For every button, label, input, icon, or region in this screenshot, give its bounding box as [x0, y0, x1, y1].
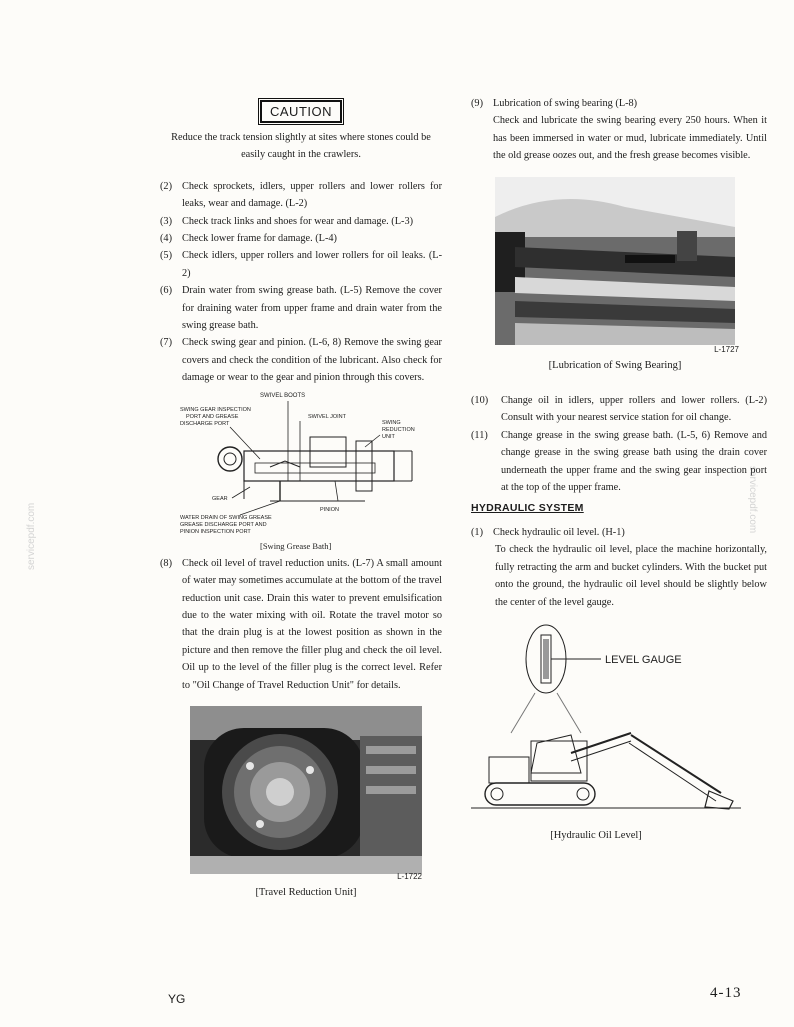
watermark-right: servicepdf.com	[747, 466, 758, 534]
swing-bearing-photo	[495, 177, 735, 345]
figure-caption: [Travel Reduction Unit]	[255, 886, 357, 898]
label-drain-3: PINION INSPECTION PORT	[180, 528, 251, 535]
list-item	[160, 230, 442, 247]
item-text: Drain water from swing grease bath. (L-5) Remove the cover for draining water from upper frame and drain water from the swing grease bath.	[182, 285, 442, 332]
footer-left: YG	[168, 992, 186, 1006]
list-item	[160, 247, 442, 282]
item-number: (10)	[471, 395, 489, 407]
level-gauge-label: LEVEL GAUGE	[605, 653, 682, 666]
label-swivel-joint: SWIVEL JOINT	[308, 413, 346, 420]
list-item	[471, 524, 767, 541]
list-item	[471, 95, 767, 112]
list-item	[471, 392, 767, 427]
item-number: (3)	[160, 215, 173, 227]
label-inspection-3: DISCHARGE PORT	[180, 420, 230, 427]
item-number: (8)	[160, 557, 173, 569]
hydraulic-oil-level-diagram	[471, 623, 767, 819]
label-drain-2: GREASE DISCHARGE PORT AND	[180, 521, 267, 528]
item-text: Check and lubricate the swing bearing every 250 hours. When it has been immersed in water or mud, lubricate immediately. Until the old grease oozes out, and the fresh grease becomes visible.	[493, 115, 767, 162]
caution-header	[160, 100, 442, 123]
list-item	[471, 427, 767, 497]
label-reduction-2: REDUCTION	[382, 426, 415, 433]
figure-caption: [Lubrication of Swing Bearing]	[548, 359, 682, 371]
label-swivel-boots: SWIVEL BOOTS	[260, 392, 306, 399]
figure-code: L-1727	[714, 344, 739, 354]
item-title: Check hydraulic oil level. (H-1)	[493, 526, 625, 538]
figure-caption: [Hydraulic Oil Level]	[550, 829, 642, 841]
item-number: (2)	[160, 180, 173, 192]
watermark-left: servicepdf.com	[26, 502, 37, 570]
list-item	[160, 178, 442, 213]
list-item	[160, 282, 442, 334]
item-text: Change grease in the swing grease bath. (L-5, 6) Remove and change grease in the swing grease bath using the drain cover underneath the upper frame and the swing gear inspection port at the top of the upper frame.	[501, 429, 767, 494]
item-text: Check oil level of travel reduction units. (L-7) A small amount of water may sometimes accumulate at the bottom of the travel reduction unit case. Drain this water to prevent emulsification due to the water mixing with oil. Rotate the travel motor so that the drain plug is at the lowest position as shown in the picture and then remove the filler plug and check the oil level. Oil up to the level of the filler plug is the correct level. Refer to "Oil Change of Travel Reduction Unit" for details.	[182, 557, 442, 691]
section-title: HYDRAULIC SYSTEM	[471, 502, 584, 515]
label-reduction-3: UNIT	[382, 433, 395, 440]
item-number: (7)	[160, 337, 173, 349]
label-reduction-1: SWING	[382, 419, 401, 426]
item-number: (6)	[160, 285, 173, 297]
item-number: (11)	[471, 429, 488, 441]
page-number: 4-13	[710, 985, 742, 1001]
travel-reduction-unit-photo	[190, 706, 422, 874]
item-text: Check sprockets, idlers, upper rollers and lower rollers for leaks, wear and damage. (L-2)	[182, 180, 442, 210]
label-pinion: PINION	[320, 506, 339, 513]
item-text: Check lower frame for damage. (L-4)	[182, 233, 337, 245]
item-number: (9)	[471, 98, 484, 109]
label-gear: GEAR	[212, 495, 228, 502]
caution-label: CAUTION	[260, 100, 342, 123]
figure-code: L-1722	[397, 871, 422, 881]
item-text: Check swing gear and pinion. (L-6, 8) Remove the swing gear covers and check the condition of the lubricant. Also check for damage or wear to the gear and pinion through this covers.	[182, 337, 442, 384]
list-item	[160, 555, 442, 694]
item-text: Check track links and shoes for wear and damage. (L-3)	[182, 215, 414, 227]
item-number: (5)	[160, 250, 173, 262]
item-number: (1)	[471, 526, 484, 538]
item-title: Lubrication of swing bearing (L-8)	[493, 98, 638, 109]
label-inspection-2: PORT AND GREASE	[186, 413, 239, 420]
right-column	[471, 95, 767, 844]
swing-grease-bath-diagram	[160, 389, 442, 551]
label-inspection-1: SWING GEAR INSPECTION	[180, 406, 251, 413]
diagram-caption: [Swing Grease Bath]	[260, 540, 332, 551]
list-item	[160, 334, 442, 386]
item-text: Check idlers, upper rollers and lower rollers for oil leaks. (L-2)	[182, 250, 442, 279]
item-text: To check the hydraulic oil level, place the machine horizontally, fully retracting the arm and bucket cylinders. With the bucket put onto the ground, the hydraulic oil level should be slightly below the center of the level gauge.	[495, 544, 767, 608]
item-text: Change oil in idlers, upper rollers and lower rollers. (L-2) Consult with your nearest service station for oil change.	[501, 395, 767, 424]
item-number: (4)	[160, 233, 173, 245]
label-drain-1: WATER DRAIN OF SWING GREASE	[180, 514, 272, 521]
left-column	[160, 100, 442, 901]
caution-text: Reduce the track tension slightly at sites where stones could be easily caught in the crawlers.	[171, 132, 431, 161]
list-item	[160, 213, 442, 230]
